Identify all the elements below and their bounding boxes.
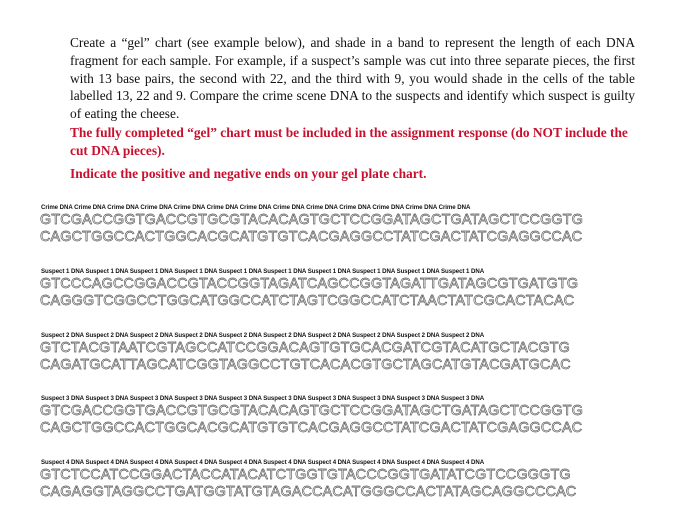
dna-strand-bottom: CAGATGCATTAGCATCGGTAGGCCTGTCACACGTGCTAGCATGTACGATGCAC	[40, 357, 571, 373]
dna-strand-bottom: CAGAGGTAGGCCTGATGGTATGTAGACCACATGGGCCACTATAGCAGGCCCAC	[40, 484, 577, 500]
instructions-paragraph: Create a “gel” chart (see example below), and shade in a band to represent the length of each DNA fragment for each sample. For example, if a suspect’s sample was cut into three separate pieces, the first with 13 base pairs, the second with 22, and the third with 9, you would shade in the cells of the table labelled 13, 22 and 9. Compare the crime scene DNA to the suspects and identify which suspect is guilty of eating the cheese.	[70, 35, 635, 122]
dna-sample-label: Suspect 3 DNA Suspect 3 DNA Suspect 3 DNA Suspect 3 DNA Suspect 3 DNA Suspect 3 DNA Suspect 3 DNA Suspect 3 DNA Suspect 3 DNA Suspect 3 DNA	[41, 395, 485, 402]
dna-sample-suspect-2	[40, 332, 662, 374]
dna-strand-bottom: CAGCTGGCCACTGGCACGCATGTGTCACGAGGCCTATCGACTATCGAGGCCAC	[40, 229, 583, 245]
note-completed-chart: The fully completed “gel” chart must be included in the assignment response (do NOT include the cut DNA pieces).	[70, 125, 628, 158]
dna-sample-label: Suspect 4 DNA Suspect 4 DNA Suspect 4 DNA Suspect 4 DNA Suspect 4 DNA Suspect 4 DNA Suspect 4 DNA Suspect 4 DNA Suspect 4 DNA Suspect 4 DNA	[41, 459, 485, 466]
dna-sample-suspect-1	[40, 268, 662, 310]
dna-strand-top: GTCGACCGGTGACCGTGCGTACACAGTGCTCCGGATAGCTGATAGCTCCGGTG	[40, 212, 584, 228]
dna-strand-bottom: CAGGGTCGGCCTGGCATGGCCATCTAGTCGGCCATCTAACTATCGCACTACAC	[40, 293, 575, 309]
dna-sample-suspect-4	[40, 459, 662, 501]
dna-strand-top: GTCTACGTAATCGTAGCCATCCGGACAGTGTGCACGATCGTACATGCTACGTG	[40, 340, 570, 356]
dna-strand-top: GTCTCCATCCGGACTACCATACATCTGGTGTACCCGGTGATATCGTCCGGGTG	[40, 467, 571, 483]
dna-sample-crime	[40, 204, 662, 246]
dna-strand-top: GTCCCAGCCGGACCGTACCGGTAGATCAGCCGGTAGATTGATAGCGTGATGTG	[40, 276, 579, 292]
dna-sample-label: Suspect 2 DNA Suspect 2 DNA Suspect 2 DNA Suspect 2 DNA Suspect 2 DNA Suspect 2 DNA Suspect 2 DNA Suspect 2 DNA Suspect 2 DNA Suspect 2 DNA	[41, 332, 485, 339]
dna-strand-bottom: CAGCTGGCCACTGGCACGCATGTGTCACGAGGCCTATCGACTATCGAGGCCAC	[40, 420, 583, 436]
note-positive-negative-ends: Indicate the positive and negative ends on your gel plate chart.	[70, 166, 427, 181]
dna-sample-suspect-3	[40, 395, 662, 437]
dna-sample-label: Suspect 1 DNA Suspect 1 DNA Suspect 1 DNA Suspect 1 DNA Suspect 1 DNA Suspect 1 DNA Suspect 1 DNA Suspect 1 DNA Suspect 1 DNA Suspect 1 DNA	[41, 268, 485, 275]
dna-strand-top: GTCGACCGGTGACCGTGCGTACACAGTGCTCCGGATAGCTGATAGCTCCGGTG	[40, 403, 584, 419]
dna-sample-label: Crime DNA Crime DNA Crime DNA Crime DNA Crime DNA Crime DNA Crime DNA Crime DNA Crime DNA Crime DNA Crime DNA Crime DNA Crime DNA	[41, 204, 471, 211]
